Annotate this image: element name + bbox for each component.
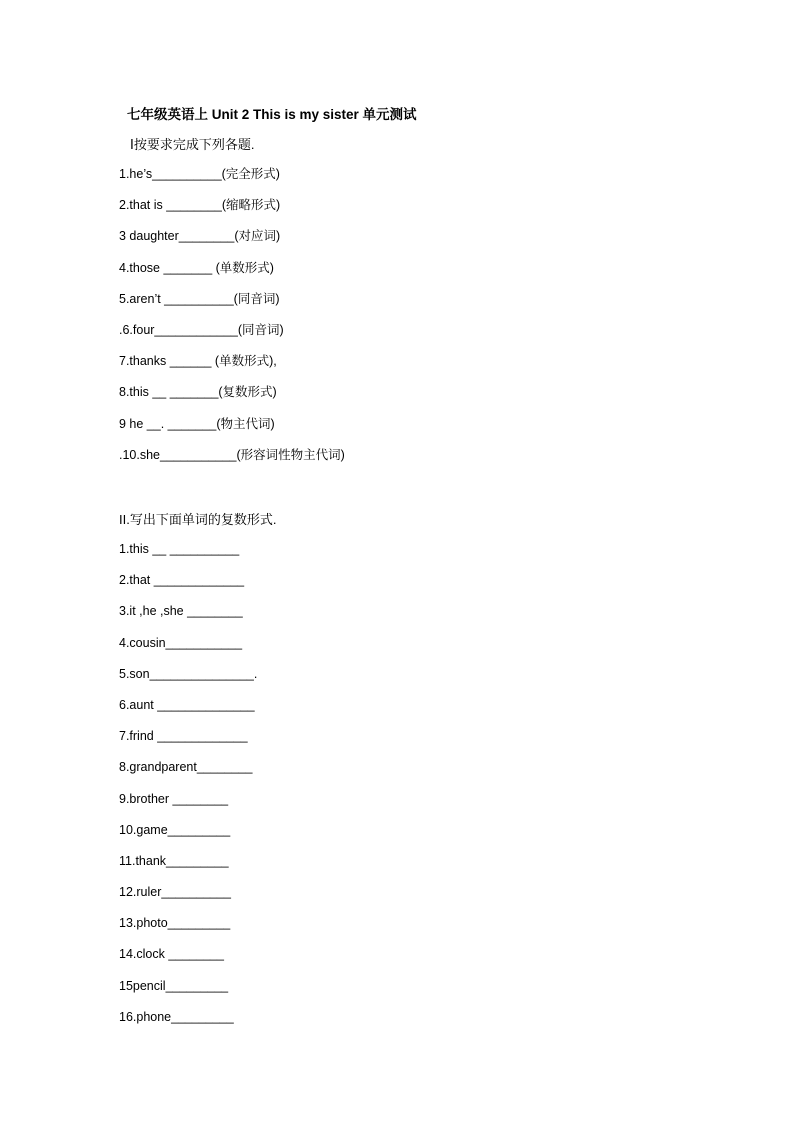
section1-item: 5.aren’t __________(同音词): [119, 291, 280, 306]
section2-item: 2.that _____________: [119, 573, 245, 588]
section1-item: 1.he’s__________(完全形式): [119, 167, 280, 181]
section1-list: [119, 165, 345, 477]
section1-item: 2.that is ________(缩略形式): [119, 198, 281, 213]
section1-item: 4.those _______ (单数形式): [119, 260, 274, 275]
section2-item: 5.son_______________.: [119, 666, 258, 681]
section2-item: 12.ruler__________: [119, 885, 231, 900]
section1-item: 3 daughter________(对应词): [119, 229, 281, 244]
section2-heading: II.写出下面单词的复数形式.: [119, 512, 277, 527]
section2-item: 16.phone_________: [119, 1009, 234, 1024]
section2-item: 10.game_________: [119, 822, 231, 837]
section1-item: .6.four____________(同音词): [119, 322, 284, 337]
section2-item: 1.this __ __________: [119, 542, 240, 556]
section2-item: 13.photo_________: [119, 916, 231, 931]
section1-heading: Ⅰ按要求完成下列各题.: [130, 137, 255, 152]
section1-item: .10.she___________(形容词性物主代词): [119, 447, 345, 462]
section2-list: [119, 540, 257, 1039]
document-title: 七年级英语上 Unit 2 This is my sister 单元测试: [127, 107, 417, 122]
section2-item: 4.cousin___________: [119, 635, 243, 650]
section2-item: 6.aunt ______________: [119, 697, 255, 712]
section2-item: 9.brother ________: [119, 791, 229, 806]
section2-item: 14.clock ________: [119, 947, 224, 962]
section1-item: 8.this __ _______(复数形式): [119, 385, 277, 400]
section1-item: 9 he __. _______(物主代词): [119, 416, 275, 431]
section1-item: 7.thanks ______ (单数形式),: [119, 354, 277, 369]
section2-item: 15pencil_________: [119, 978, 229, 993]
section2-item: 3.it ,he ,she ________: [119, 604, 243, 619]
section2-item: 8.grandparent________: [119, 760, 253, 775]
section2-item: 7.frind _____________: [119, 729, 248, 744]
section2-item: 11.thank_________: [119, 853, 229, 868]
